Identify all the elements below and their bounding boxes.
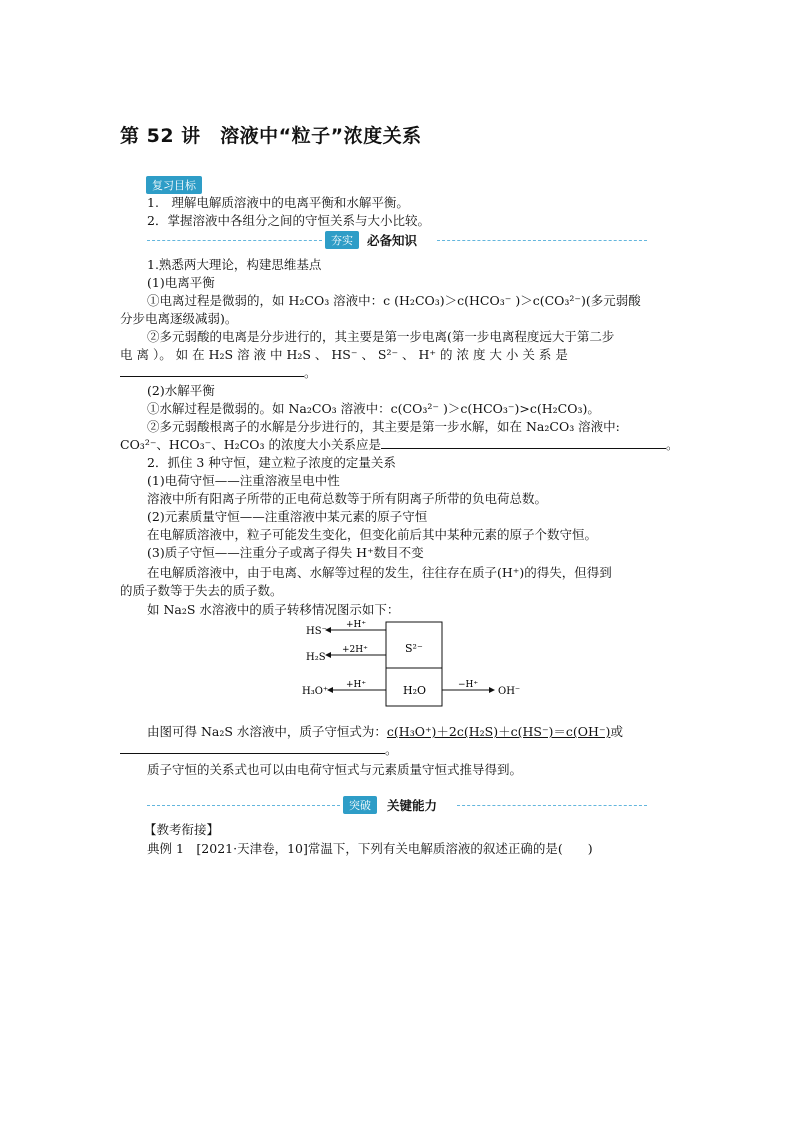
- section-label: 关键能力: [387, 798, 438, 813]
- paragraph: ①水解过程是微弱的。如 Na₂CO₃ 溶液中：c(CO₃²⁻ )＞c(HCO₃⁻)>c(H₂CO₃)。: [147, 401, 600, 416]
- proton-balance-line: [147, 723, 623, 741]
- minus-h-label: −H⁺: [458, 680, 479, 690]
- answer-line: [120, 364, 317, 382]
- paragraph: 在电解质溶液中，由于电离、水解等过程的发生，往往存在质子(H⁺)的得失，但得到: [147, 565, 612, 580]
- paragraph: (1)电荷守恒——注重溶液呈电中性: [147, 473, 340, 488]
- paragraph: ②多元弱酸根离子的水解是分步进行的，其主要是第一步水解，如在 Na₂CO₃ 溶液中:: [147, 419, 620, 434]
- goal-item: 1. 理解电解质溶液中的电离平衡和水解平衡。: [147, 195, 409, 210]
- section-badge: 突破: [343, 796, 377, 814]
- goals-badge-label: 复习目标: [146, 176, 202, 194]
- paragraph: (2)水解平衡: [147, 383, 215, 398]
- example-question: 典例 1 [2021·天津卷，10]常温下，下列有关电解质溶液的叙述正确的是( ): [147, 841, 593, 856]
- hs-label: HS⁻: [306, 626, 327, 637]
- paragraph: (3)质子守恒——注重分子或离子得失 H⁺数目不变: [147, 545, 424, 560]
- answer-line: [120, 436, 678, 454]
- paragraph: ①电离过程是微弱的，如 H₂CO₃ 溶液中：c (H₂CO₃)＞c(HCO₃⁻ )＞c(CO₃²⁻)(多元弱酸: [147, 293, 641, 308]
- section-header-abilities: [147, 798, 647, 812]
- paragraph: 的质子数等于失去的质子数。: [120, 583, 283, 598]
- oh-label: OH⁻: [498, 686, 521, 697]
- answer-blank: [120, 741, 385, 754]
- paragraph: 【教考衔接】: [144, 822, 220, 837]
- goals-badge: [146, 174, 202, 194]
- answer-line: [120, 741, 398, 759]
- paragraph: 如 Na₂S 水溶液中的质子转移情况图示如下：: [147, 602, 400, 617]
- paragraph: 质子守恒的关系式也可以由电荷守恒式与元素质量守恒式推导得到。: [147, 762, 523, 777]
- paragraph: 1.熟悉两大理论，构建思维基点: [147, 257, 322, 272]
- paragraph: 由图可得 Na₂S 水溶液中，质子守恒式为：: [147, 724, 387, 739]
- proton-balance-equation: c(H₃O⁺)＋2c(H₂S)＋c(HS⁻)＝c(OH⁻): [386, 724, 611, 739]
- paragraph-end: 。: [665, 437, 679, 452]
- paragraph: (1)电离平衡: [147, 275, 215, 290]
- paragraph: 或: [610, 724, 623, 739]
- section-label: 必备知识: [367, 233, 418, 248]
- paragraph: 电 离 ）。 如 在 H₂S 溶 液 中 H₂S 、 HS⁻ 、 S²⁻ 、 H⁺ 的 浓 度 大 小 关 系 是: [120, 347, 568, 362]
- section-header-basics: [147, 233, 647, 247]
- plus-2h-label: +2H⁺: [342, 645, 368, 655]
- paragraph-end: 。: [304, 365, 317, 380]
- paragraph: ②多元弱酸的电离是分步进行的，其主要是第一步电离(第一步电离程度远大于第二步: [147, 329, 615, 344]
- paragraph: CO₃²⁻、HCO₃⁻、H₂CO₃ 的浓度大小关系应是: [120, 437, 381, 452]
- answer-blank: [120, 364, 304, 377]
- h3o-label: H₃O⁺: [302, 686, 329, 697]
- section-badge: 夯实: [325, 231, 359, 249]
- plus-h-label: +H⁺: [346, 680, 367, 690]
- page-title: 第 52 讲 溶液中“粒子”浓度关系: [120, 125, 422, 147]
- paragraph: 溶液中所有阳离子所带的正电荷总数等于所有阴离子所带的负电荷总数。: [147, 491, 548, 506]
- paragraph: 2．抓住 3 种守恒，建立粒子浓度的定量关系: [147, 455, 396, 470]
- h2s-label: H₂S: [306, 652, 326, 663]
- paragraph: 分步电离逐级减弱)。: [120, 311, 238, 326]
- plus-h-label: +H⁺: [346, 620, 367, 630]
- proton-transfer-diagram: [300, 618, 530, 710]
- goal-item: 2．掌握溶液中各组分之间的守恒关系与大小比较。: [147, 213, 430, 228]
- paragraph: (2)元素质量守恒——注重溶液中某元素的原子守恒: [147, 509, 428, 524]
- water-label: H₂O: [403, 684, 427, 697]
- paragraph: 在电解质溶液中，粒子可能发生变化，但变化前后其中某种元素的原子个数守恒。: [147, 527, 598, 542]
- s2-ion-label: S²⁻: [405, 642, 423, 655]
- paragraph-end: 。: [385, 742, 398, 757]
- answer-blank: [381, 436, 666, 449]
